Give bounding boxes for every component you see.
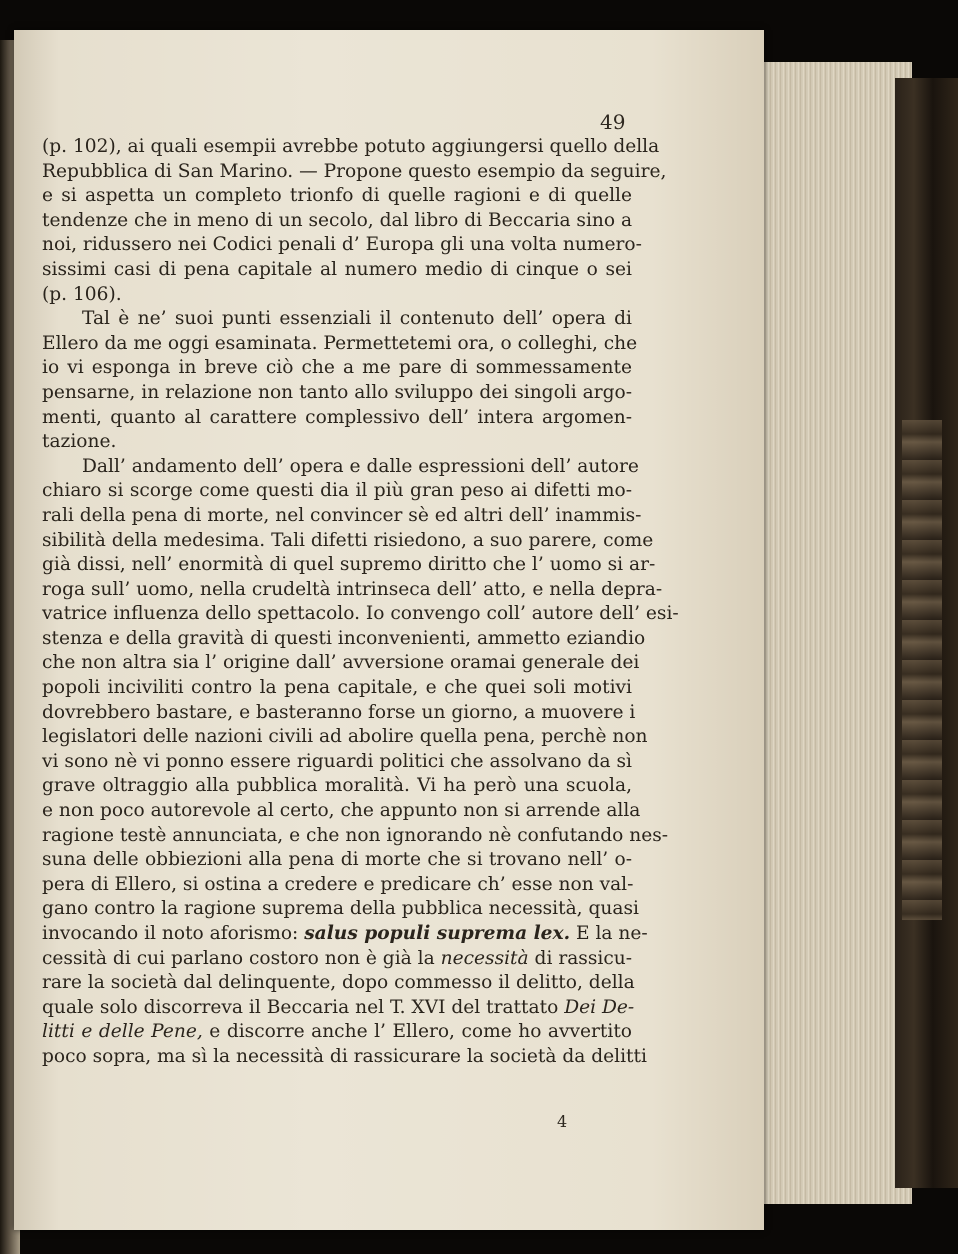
text-line: roga sull’ uomo, nella crudeltà intrinseca dell’ atto, e nella depra- [42,578,663,600]
text-line: (p. 106). [42,283,122,305]
line-fragment: essità di cui parlano costoro non è già la [52,947,435,969]
text-line: gano contro la ragione suprema della pubblica necessità, quasi [42,898,639,920]
text-line [42,1020,632,1045]
text-line: e si aspetta un completo trionfo di quelle ragioni e di quelle [42,185,632,207]
text-line: ragione testè annunciata, e che non ignorando nè confutando nes- [42,824,669,846]
line-fragment: e discorre anche l’ Ellero, come ho avvertito [202,1021,632,1043]
latin-motto: salus populi suprema lex. [304,923,571,944]
text-line: chiaro si scorge come questi dia il più gran peso ai difetti mo- [42,480,632,502]
text-line: popoli inciviliti contro la pena capitale, e che quei soli motivi [42,677,632,699]
line-fragment: c [42,947,53,969]
text-line: vi sono nè vi ponno essere riguardi politici che assolvano da sì [42,750,632,772]
text-line: Ellero da me oggi esaminata. Permettetemi ora, o colleghi, che [42,332,638,354]
text-line: dovrebbero bastare, e basteranno forse un giorno, a muovere i [42,701,636,723]
text-line: stenza e della gravità di questi inconvenienti, ammetto eziandio [42,627,646,649]
paragraph-3 [42,455,679,1070]
signature-mark: 4 [557,1112,568,1131]
cover-wear-texture [902,420,942,920]
text-line: pera di Ellero, si ostina a credere e predicare ch’ esse non val- [42,873,634,895]
text-line: suna delle obbiezioni alla pena di morte che si trovano nell’ o- [42,849,632,871]
text-line: vatrice influenza dello spettacolo. Io convengo coll’ autore dell’ esi- [42,603,679,625]
text-line: che non altra sia l’ origine dall’ avversione oramai generale dei [42,652,640,674]
text-line: e non poco autorevole al certo, che appunto non si arrende alla [42,800,641,822]
page-number: 49 [600,110,626,134]
emphasis-necessita: necessità [440,947,529,969]
line-fragment: E la ne- [570,923,648,944]
line-fragment: di rassicu- [528,947,632,969]
text-line: (p. 102), ai quali esempii avrebbe potuto aggiungersi quello della [42,136,660,157]
line-fragment: quale solo discorreva il Beccaria nel T. XVI del trattato [42,996,559,1018]
text-line: tendenze che in meno di un secolo, dal libro di Beccaria sino a [42,209,633,231]
text-line: tazione. [42,431,117,453]
text-line: Tal è ne’ suoi punti essenziali il contenuto dell’ opera di [82,308,632,330]
book-title-part-2a: litti [42,1021,75,1043]
text-line: pensarne, in relazione non tanto allo sviluppo dei singoli argo- [42,381,632,403]
body-text [42,135,679,1070]
text-line: poco sopra, ma sì la necessità di rassicurare la società da delitti [42,1045,647,1067]
text-line: menti, quanto al carattere complessivo dell’ intera argomen- [42,406,632,428]
text-line: noi, ridussero nei Codici penali d’ Europa gli una volta numero- [42,234,642,256]
text-line: sibilità della medesima. Tali difetti risiedono, a suo parere, come [42,529,654,551]
text-line: sissimi casi di pena capitale al numero medio di cinque o sei [42,258,632,280]
paragraph-1 [42,135,667,307]
text-line: Repubblica di San Marino. — Propone questo esempio da seguire, [42,160,667,182]
text-line: grave oltraggio alla pubblica moralità. Vi ha però una scuola, [42,775,632,797]
line-fragment: invocando il noto aforismo: [42,923,299,944]
text-line [42,947,632,972]
text-line: già dissi, nell’ enormità di quel supremo diritto che l’ uomo si ar- [42,554,656,576]
book-title-part-1: Dei De- [564,996,635,1018]
book-title-part-2b: e delle Pene, [81,1021,203,1043]
paragraph-2 [42,307,638,455]
text-line [42,922,648,947]
text-line: Dall’ andamento dell’ opera e dalle espressioni dell’ autore [82,455,639,477]
page-stack-edges [762,62,912,1204]
text-line: io vi esponga in breve ciò che a me pare di sommessamente [42,357,632,379]
text-line [42,996,635,1021]
text-line: legislatori delle nazioni civili ad abolire quella pena, perchè non [42,726,648,748]
text-line: rali della pena di morte, nel convincer sè ed altri dell’ inammis- [42,504,642,526]
text-line: rare la società dal delinquente, dopo commesso il delitto, della [42,972,635,994]
